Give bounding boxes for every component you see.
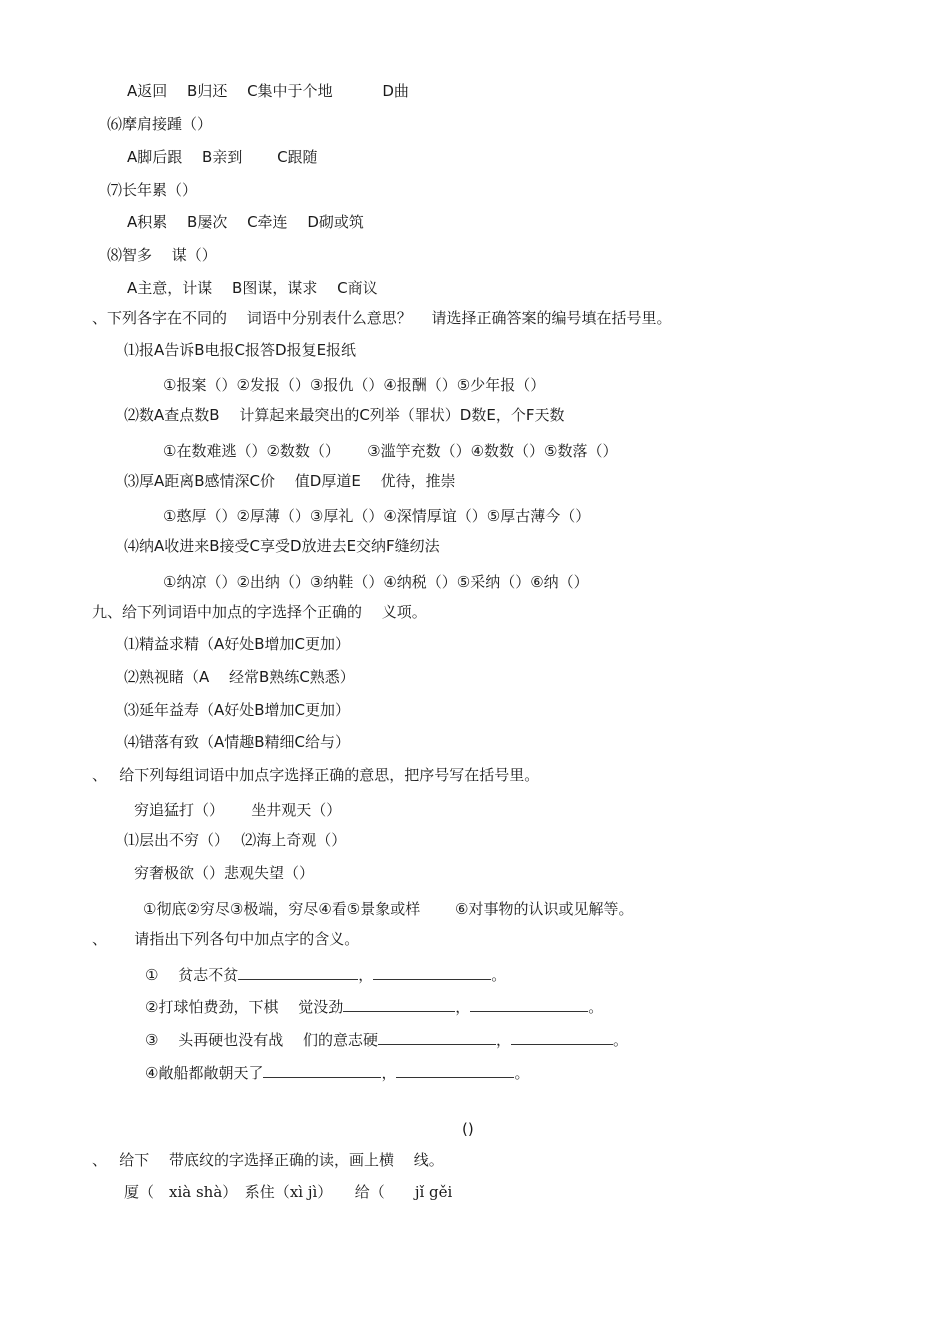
char-text: ） 系住（	[222, 1183, 290, 1201]
question-item: 穷奢极欲（）悲观失望（）	[134, 864, 315, 882]
answer-line: ①纳凉（）②出纳（）③纳鞋（）④纳税（）⑤采纳（）⑥纳（）	[163, 573, 589, 591]
section-heading: 九、给下列词语中加点的字选择个正确的 义项。	[92, 603, 427, 621]
answer-blank[interactable]	[396, 1063, 514, 1078]
fill-blank-line	[145, 1030, 628, 1050]
question-item: ⑵熟视睹（A 经常B熟练C熟悉）	[124, 668, 355, 686]
punct: 。	[514, 1064, 530, 1082]
answer-blank[interactable]	[343, 997, 455, 1012]
question-item: ⑴层出不穷（） ⑵海上奇观（）	[124, 831, 347, 849]
page-marker: ()	[462, 1120, 474, 1138]
sentence-text: ① 贫志不贫	[145, 966, 239, 984]
question-item: ⑵数A查点数B 计算起来最突出的C列举（罪状）D数E，个F天数	[124, 406, 565, 424]
question-item: ⑻智多 谋（）	[107, 246, 217, 264]
punct: ，	[496, 1031, 512, 1049]
answer-line: ①报案（）②发报（）③报仇（）④报酬（）⑤少年报（）	[163, 376, 546, 394]
question-item: ⑴报A告诉B电报C报答D报复E报纸	[124, 341, 357, 359]
pinyin-options[interactable]: xià shà	[169, 1183, 223, 1201]
option-line: A主意，计谋 B图谋，谋求 C商议	[127, 279, 378, 297]
answer-blank[interactable]	[263, 1063, 381, 1078]
answer-options: ①彻底②穷尽③极端，穷尽④看⑤景象或样 ⑥对事物的认识或见解等。	[143, 900, 634, 918]
char-text: ） 给（	[317, 1183, 415, 1201]
punct: ，	[455, 998, 471, 1016]
answer-line: ①憨厚（）②厚薄（）③厚礼（）④深情厚谊（）⑤厚古薄今（）	[163, 507, 591, 525]
question-item: ⑷错落有致（A情趣B精细C给与）	[124, 733, 351, 751]
answer-line: ①在数难逃（）②数数（） ③滥竽充数（）④数数（）⑤数落（）	[163, 442, 618, 460]
punct: ，	[358, 966, 374, 984]
option-line: A脚后跟 B亲到 C跟随	[127, 148, 318, 166]
punct: ，	[381, 1064, 397, 1082]
question-item: ⑺长年累（）	[107, 181, 198, 199]
question-item: ⑷纳A收进来B接受C享受D放进去E交纳F缝纫法	[124, 537, 440, 555]
answer-blank[interactable]	[238, 965, 358, 980]
option-line: A积累 B屡次 C牵连 D砌或筑	[127, 213, 364, 231]
section-heading: 、下列各字在不同的 词语中分别表什么意思？ 请选择正确答案的编号填在括号里。	[92, 309, 672, 327]
punct: 。	[491, 966, 507, 984]
question-item: ⑶厚A距离B感情深C价 值D厚道E 优待，推崇	[124, 472, 456, 490]
sentence-text: ④敞船都敞朝天了	[145, 1064, 264, 1082]
question-item: 穷追猛打（） 坐井观天（）	[134, 801, 342, 819]
fill-blank-line	[145, 965, 506, 985]
pinyin-question	[124, 1182, 452, 1202]
section-heading: 、 给下 带底纹的字选择正确的读，画上横 线。	[92, 1151, 444, 1169]
answer-blank[interactable]	[470, 997, 588, 1012]
question-item: ⑶延年益寿（A好处B增加C更加）	[124, 701, 351, 719]
punct: 。	[613, 1031, 629, 1049]
char-text: 厦（	[124, 1183, 170, 1201]
question-item: ⑴精益求精（A好处B增加C更加）	[124, 635, 351, 653]
answer-blank[interactable]	[378, 1030, 496, 1045]
answer-blank[interactable]	[373, 965, 491, 980]
fill-blank-line	[145, 1063, 529, 1083]
pinyin-options[interactable]: xì jì	[289, 1183, 318, 1201]
sentence-text: ②打球怕费劲，下棋 觉没劲	[145, 998, 344, 1016]
question-item: ⑹摩肩接踵（）	[107, 115, 213, 133]
option-line: A返回 B归还 C集中于个地 D曲	[127, 82, 409, 100]
section-heading: 、 给下列每组词语中加点字选择正确的意思，把序号写在括号里。	[92, 766, 540, 784]
pinyin-options[interactable]: jǐ gěi	[414, 1183, 453, 1201]
fill-blank-line	[145, 997, 603, 1017]
punct: 。	[588, 998, 604, 1016]
section-heading: 、 请指出下列各句中加点字的含义。	[92, 930, 360, 948]
answer-blank[interactable]	[511, 1030, 613, 1045]
sentence-text: ③ 头再硬也没有战 们的意志硬	[145, 1031, 378, 1049]
